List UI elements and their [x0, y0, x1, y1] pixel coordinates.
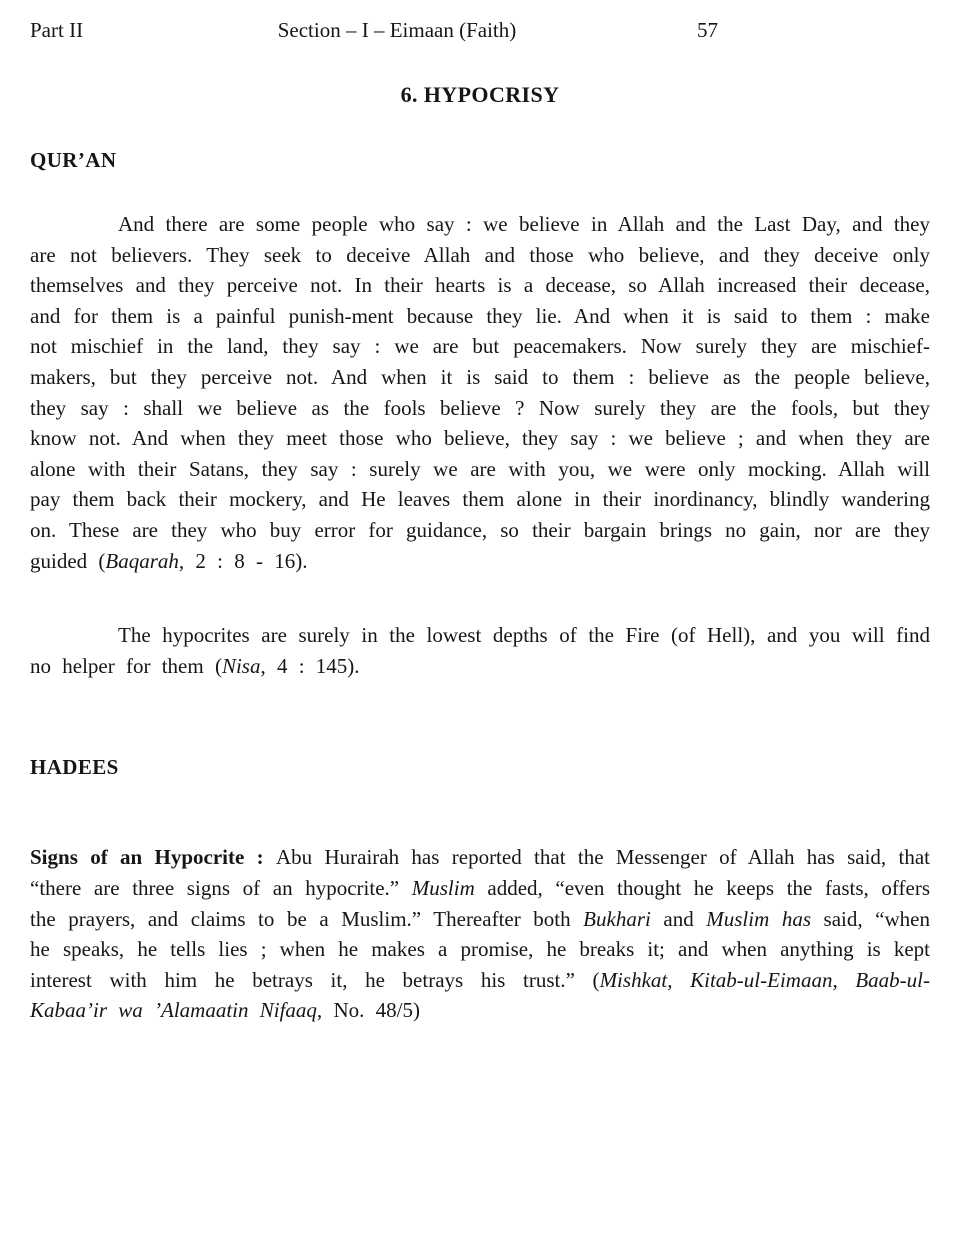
text-run: Mishkat, Kitab-ul-Eimaan, Baab-ul-Kabaa’ir wa ’Alamaatin Nifaaq, — [30, 967, 930, 1023]
text-run: added, “even thought he keeps the fasts, offers the prayers, and claims to be a Muslim.” Thereafter both — [30, 875, 930, 931]
header-part-label: Part II — [30, 18, 84, 42]
text-run: Baqarah, — [105, 548, 185, 573]
text-run: and — [650, 906, 707, 931]
page-header — [30, 18, 930, 48]
text-run: 4 : 145). — [265, 653, 360, 678]
text-run: Signs of an Hypocrite : — [30, 845, 276, 870]
text-run: Abu Hurairah has reported that the Messenger of Allah has said, that “there are three signs of an hypocrite.” — [30, 845, 930, 900]
text-run: Nisa, — [221, 653, 266, 678]
hadees-heading: HADEES — [30, 755, 119, 780]
hadees-paragraph — [30, 842, 930, 1026]
text-run: Muslim has — [706, 906, 811, 931]
quran-paragraph-1 — [30, 209, 930, 576]
text-run: No. 48/5) — [322, 998, 420, 1023]
text-run: said, “when he speaks, he tells lies ; when he makes a promise, he breaks it; and when anything is kept interest with him he betrays it, he betrays his trust.” ( — [30, 906, 930, 992]
text-run: Muslim — [411, 875, 475, 900]
header-section-label: Section – I – Eimaan (Faith) — [277, 18, 517, 42]
header-page-number: 57 — [697, 18, 718, 42]
quran-paragraph-2 — [30, 620, 930, 681]
text-run: Bukhari — [583, 906, 651, 931]
text-run: The hypocrites are surely in the lowest depths of the Fire (of Hell), and you will find no helper for them ( — [30, 623, 930, 678]
chapter-title: 6. HYPOCRISY — [400, 82, 560, 107]
text-run: 2 : 8 - 16). — [184, 548, 308, 573]
quran-heading: QUR’AN — [30, 148, 117, 172]
text-run: And there are some people who say : we believe in Allah and the Last Day, and they are not believers. They seek to deceive Allah and those who believe, and they deceive only themselves and they perceive not. In their hearts is a decease, so Allah increased their decease, and for them is a painful punish-ment because they lie. And when it is said to them : make not mischief in the land, they say : we are but peacemakers. Now surely they are mischief-makers, but they perceive not. And when it is said to them : believe as the people believe, they say : shall we believe as the fools believe ? Now surely they are the fools, but they know not. And when they meet those who believe, they say : we believe ; and when they are alone with their Satans, they say : surely we are with you, we were only mocking. Allah will pay them back their mockery, and He leaves them alone in their inordinancy, blindly wandering on. These are they who buy error for guidance, so their bargain brings no gain, nor are they guided ( — [30, 212, 930, 573]
